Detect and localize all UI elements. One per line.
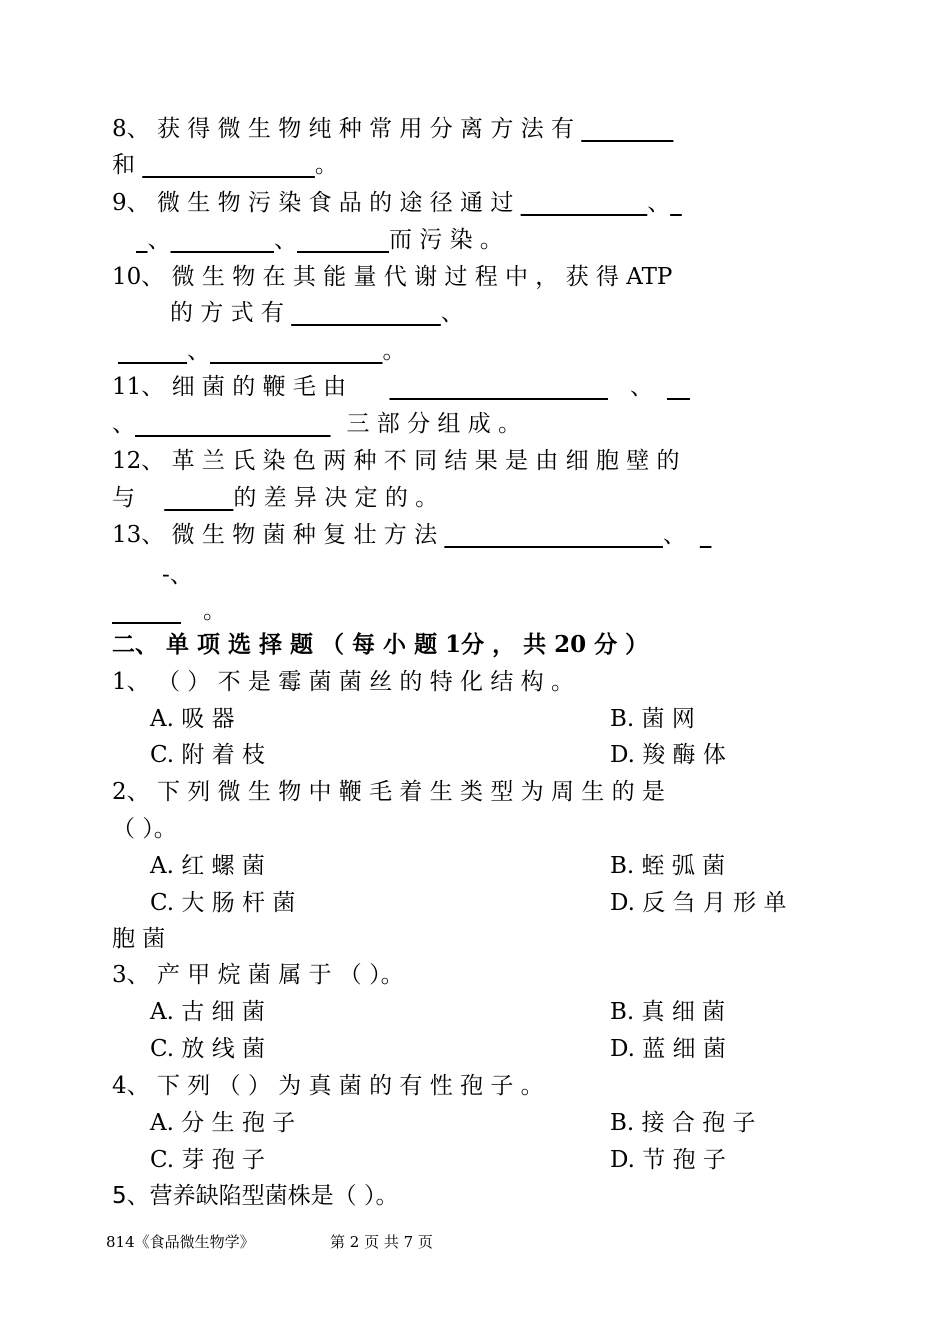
mcq1-option-c: C. 附 着 枝 <box>150 742 266 768</box>
q8-end: 。 <box>314 152 338 178</box>
q9-sep-1: 、 <box>647 190 671 216</box>
q9-blank-4: _________ <box>170 227 274 253</box>
mcq1-option-b: B. 菌 网 <box>610 706 695 732</box>
q8-blank-1: ________ <box>581 116 674 142</box>
mcq4-option-a: A. 分 生 孢 子 <box>150 1110 296 1136</box>
q11-blank-1: ___________________ <box>389 374 608 400</box>
q13-line3 <box>112 596 226 626</box>
q10-sep-1: 、 <box>440 300 464 326</box>
q9-blank-3: _ <box>136 227 148 253</box>
q11-sep-2: 、 <box>112 411 135 437</box>
q9-sep-3: 、 <box>274 227 297 253</box>
q13-line1 <box>112 520 711 550</box>
q13-blank-3: ______ <box>112 598 181 624</box>
q9-blank-5: ________ <box>297 227 389 253</box>
q10-line3 <box>118 336 406 366</box>
q12-blank-1: ______ <box>164 485 234 511</box>
q11-blank-2: __ <box>666 374 690 400</box>
mcq1-option-a: A. 吸 器 <box>150 706 235 732</box>
mcq2-option-a: A. 红 螺 菌 <box>150 853 265 879</box>
q12-end: 的 差 异 决 定 的 。 <box>233 485 439 511</box>
q9-sep-2: 、 <box>147 227 171 253</box>
q11-line2 <box>112 409 521 439</box>
q8-text: 8、 获 得 微 生 物 纯 种 常 用 分 离 方 法 有 <box>112 116 582 142</box>
q13-blank-2: _ <box>699 522 712 548</box>
q10-blank-2: ______ <box>118 338 187 364</box>
mcq2-option-c: C. 大 肠 杆 菌 <box>150 890 296 916</box>
mcq4-stem: 4、 下 列 （ ） 为 真 菌 的 有 性 孢 子 。 <box>112 1073 544 1099</box>
q8-text-2: 和 <box>112 152 143 178</box>
q9-blank-2: _ <box>670 190 682 216</box>
q11-end: 三 部 分 组 成 。 <box>346 411 522 437</box>
mcq2-option-d: D. 反 刍 月 形 单 <box>610 890 787 916</box>
mcq3-option-d: D. 蓝 细 菌 <box>610 1036 726 1062</box>
mcq3-option-a: A. 古 细 菌 <box>150 999 265 1025</box>
footer-course: 814《食品微生物学》 <box>106 1233 255 1251</box>
q10-text-2: 的 方 式 有 <box>170 300 292 326</box>
mcq3-option-c: C. 放 线 菌 <box>150 1036 266 1062</box>
q11-sep-1: 、 <box>629 374 653 400</box>
mcq1-stem: 1、 （ ） 不 是 霉 菌 菌 丝 的 特 化 结 构 。 <box>112 669 574 695</box>
q10-line2 <box>170 298 464 328</box>
mcq1-option-d: D. 羧 酶 体 <box>610 742 726 768</box>
mcq4-option-b: B. 接 合 孢 子 <box>610 1110 756 1136</box>
mcq4-option-c: C. 芽 孢 子 <box>150 1147 266 1173</box>
q10-blank-1: _____________ <box>291 300 441 326</box>
mcq4-option-d: D. 节 孢 子 <box>610 1147 726 1173</box>
mcq2-stem: 2、 下 列 微 生 物 中 鞭 毛 着 生 类 型 为 周 生 的 是 <box>112 779 665 805</box>
q12-text-2: 与 <box>112 485 143 511</box>
q9-line1 <box>112 188 682 218</box>
q10-sep-2: 、 <box>187 338 210 364</box>
mcq3-stem: 3、 产 甲 烷 菌 属 于 （ ）。 <box>112 962 404 988</box>
section-two-heading: 二、 单 项 选 择 题 （ 每 小 题 1分 ， 共 20 分 ） <box>112 631 649 658</box>
q8-line1 <box>112 114 673 144</box>
q8-line2 <box>112 150 338 180</box>
q10-blank-3: _______________ <box>210 338 383 364</box>
q10-line1: 10、 微 生 物 在 其 能 量 代 谢 过 程 中 ， 获 得 ATP <box>112 264 673 290</box>
mcq3-option-b: B. 真 细 菌 <box>610 999 726 1025</box>
footer-page-number: 第 2 页 共 7 页 <box>330 1233 433 1251</box>
q9-text: 9、 微 生 物 污 染 食 品 的 途 径 通 过 <box>112 190 521 216</box>
mcq2-option-b: B. 蛭 弧 菌 <box>610 853 726 879</box>
mcq5-stem: 5、营养缺陷型菌株是（ ）。 <box>112 1183 399 1209</box>
q12-line2 <box>112 483 438 513</box>
q11-line1 <box>112 372 690 402</box>
q10-end: 。 <box>382 338 406 364</box>
mcq2-option-d-cont: 胞 菌 <box>112 926 166 952</box>
q13-sep-1: 、 <box>662 522 686 548</box>
q9-end: 而 污 染 。 <box>389 227 503 253</box>
q13-text: 13、 微 生 物 菌 种 复 壮 方 法 <box>112 522 445 548</box>
q12-line1: 12、 革 兰 氏 染 色 两 种 不 同 结 果 是 由 细 胞 壁 的 <box>112 448 680 474</box>
mcq2-stem-cont: （ ）。 <box>112 816 177 842</box>
q11-blank-3: _________________ <box>135 411 331 437</box>
q13-blank-1: ___________________ <box>444 522 663 548</box>
q13-line2: -、 <box>162 562 193 588</box>
q13-end: 。 <box>203 598 226 624</box>
q8-blank-2: _______________ <box>142 152 315 178</box>
q9-blank-1: ___________ <box>520 190 648 216</box>
q11-text: 11、 细 菌 的 鞭 毛 由 <box>112 374 354 400</box>
q9-line2 <box>136 225 503 255</box>
